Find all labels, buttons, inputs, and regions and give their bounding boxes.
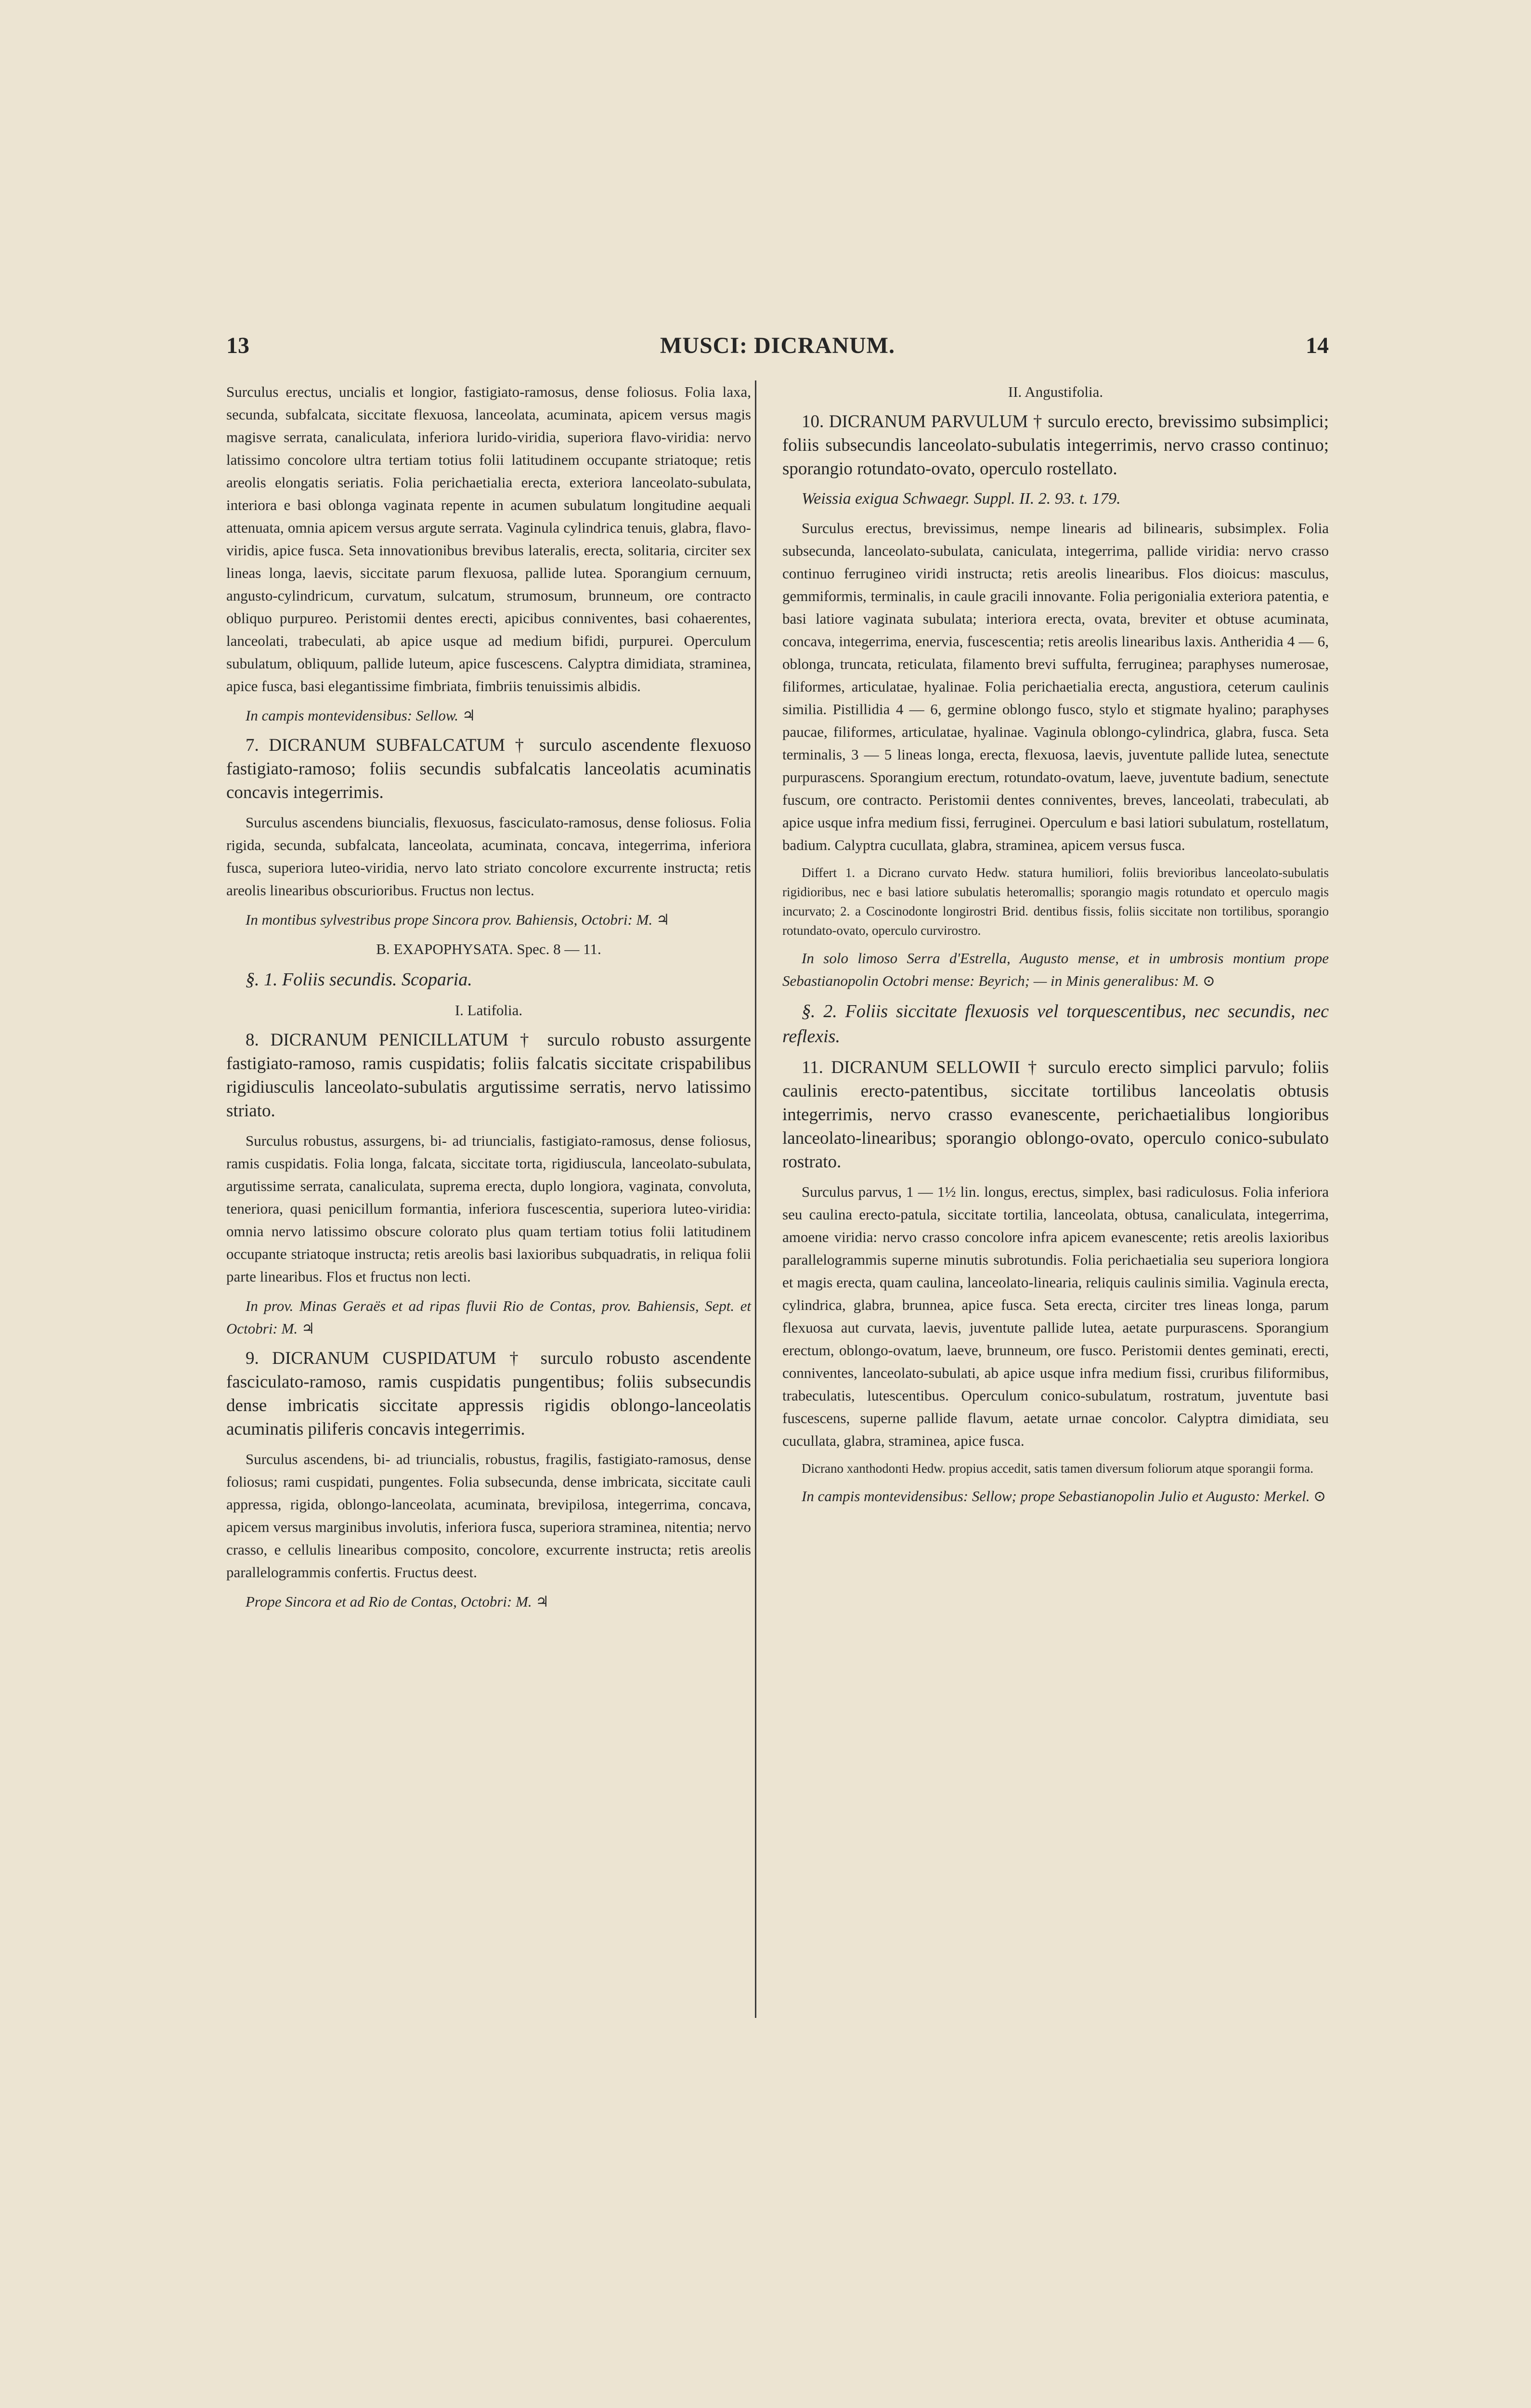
description-paragraph: Surculus ascendens biuncialis, flexuosus, fasciculato-ramosus, dense foliosus. Folia rigida, secunda, subfalcata, lanceolata, acuminata, concava, integerrima, inferiora fusca, superiora luteo-viridia, nervo lato striato concolore excurrente instructa; retis areolis linearibus obscurioribus. Fructus non lectus.: [226, 814, 751, 899]
page-number-left: 13: [226, 333, 249, 358]
description-paragraph: Surculus ascendens, bi- ad triuncialis, robustus, fragilis, fastigiato-ramosus, dense foliosus; rami cuspidati, pungentes. Folia subsecunda, dense imbricata, siccitate cauli appressa, rigida, oblongo-lanceolata, acuminata, brevipilosa, integerrima, concava, apicem versus marginibus involutis, inferiora fusca, superiora straminea, nitentia; nervo crasso, e cellulis linearibus composito, concolore, excurrente instructa; retis areolis parallelogrammis confertis. Fructus deest.: [226, 1451, 751, 1581]
description-paragraph: Surculus robustus, assurgens, bi- ad triuncialis, fastigiato-ramosus, dense foliosus, ramis cuspidatis. Folia longa, falcata, siccitate torta, rigidiuscula, lanceolato-subulata, argutissime serrata, canaliculata, suprema erecta, duplo longiora, vaginata, convoluta, teneriora, quasi penicillum formantia, inferiora fuscescentia, superiora luteo-viridia: omnia nervo latissimo obscure colorato plus quam tertiam totius folii latitudinem occupante striatoque instructa; retis areolis basi laxioribus subquadratis, in reliqua folii parte linearibus. Flos et fructus non lecti.: [226, 1132, 751, 1285]
locality: In prov. Minas Geraës et ad ripas fluvii Rio de Contas, prov. Bahiensis, Sept. et Octobri: M. ♃: [226, 1297, 751, 1337]
description-paragraph: Surculus parvus, 1 — 1½ lin. longus, erectus, simplex, basi radiculosus. Folia inferiora seu caulina erecto-patula, siccitate tortilia, lanceolata, obtusa, canaliculata, integerrima, amoene viridia: nervo crasso concolore infra apicem evanescente; retis areolis laxioribus parallelogrammis superne minutis subrotundis. Folia perichaetialia seu superiora longiora et magis erecta, quam caulina, lanceolato-linearia, reliquis caulinis similia. Vaginula erecta, cylindrica, glabra, brunnea, apice fusca. Seta erecta, circiter tres lineas longa, parum flexuosa aut curvata, laevis, juventute pallide lutea, aetate purpurascens. Sporangium erectum, oblongo-ovatum, laeve, brunneum, ore fusco. Peristomii dentes geminati, erecti, conniventes, lanceolato-subulati, ab apice usque infra medium fissi, cruribus filiformibus, trabeculatis, lutescentibus. Operculum conico-subulatum, rostratum, juventute basi fuscescens, superne pallide flavum, aetate urnae concolor. Calyptra dimidiata, seu cucullata, glabra, straminea, apice fusca.: [782, 1183, 1329, 1449]
locality: In solo limoso Serra d'Estrella, Augusto mense, et in umbrosis montium prope Sebastianopolin Octobri mense: Beyrich; — in Minis generalibus: M. ⊙: [782, 950, 1329, 989]
column-divider: [755, 380, 756, 2018]
subsection-heading: II. Angustifolia.: [1008, 383, 1103, 400]
section-heading: §. 1. Foliis secundis. Scoparia.: [246, 969, 472, 990]
description-paragraph: Surculus erectus, brevissimus, nempe linearis ad bilinearis, subsimplex. Folia subsecunda, lanceolato-subulata, caniculata, integerrima, pallide viridia: nervo crasso continuo ferrugineo viridi instructa; retis areolis linearibus. Flos dioicus: masculus, gemmiformis, terminalis, in caule gracili innovante. Folia perigonialia exteriora patentia, e basi latiore vaginata subulata; interiora erecta, ovata, breviter et obtuse acuminata, concava, integerrima, enervia, fuscescentia; retis areolis linearibus laxis. Antheridia 4 — 6, oblonga, truncata, reticulata, filamento brevi suffulta, ferruginea; paraphyses numerosae, filiformes, articulatae, hyalinae. Folia perichaetialia erecta, angustiora, ceterum caulinis similia. Pistillidia 4 — 6, germine oblongo fusco, stylo et stigmate hyalino; paraphyses paucae, filiformes, articulatae, hyalinae. Vaginula oblongo-cylindrica, glabra, fusca. Seta terminalis, 3 — 5 lineas longa, erecta, flexuosa, laevis, juventute pallide lutea, senectute purpurascens. Sporangium erectum, rotundato-ovatum, laeve, juventute badium, senectute fuscum, ore contracto. Peristomii dentes conniventes, breves, lanceolati, trabeculati, ab apice usque infra medium fissi, ferruginei. Operculum e basi latiori subulatum, rostellatum, badium. Calyptra cucullata, glabra, straminea, apicem versus fusca.: [782, 520, 1329, 853]
locality: Prope Sincora et ad Rio de Contas, Octobri: M. ♃: [246, 1593, 549, 1610]
species-heading: 9. DICRANUM CUSPIDATUM † surculo robusto ascendente fasciculato-ramoso, ramis cuspidatis pungentibus; foliis subsecundis dense imbricatis siccitate appressis rigidis oblongo-lanceolatis acuminatis piliferis concavis integerrimis.: [226, 1348, 751, 1439]
differentia-note: Dicrano xanthodonti Hedw. propius accedit, satis tamen diversum foliorum atque sporangii forma.: [802, 1461, 1313, 1476]
locality: In montibus sylvestribus prope Sincora prov. Bahiensis, Octobri: M. ♃: [246, 911, 670, 928]
description-paragraph: Surculus erectus, uncialis et longior, fastigiato-ramosus, dense foliosus. Folia laxa, secunda, subfalcata, siccitate flexuosa, lanceolata, acuminata, apicem versus magis magisve serrata, canaliculata, inferiora lurido-viridia, superiora flavo-viridia: nervo latissimo concolore ultra tertiam totius folii latitudinem occupante striatoque; retis areolis elongatis seriatis. Folia perichaetialia erecta, exteriora lanceolato-subulata, interiora e basi oblonga vaginata repente in acumen subulatum longitudine aequali attenuata, omnia apicem versus argute serrata. Vaginula cylindrica tenuis, glabra, flavo-viridis, apice fusca. Seta innovationibus brevibus lateralis, erecta, solitaria, circiter sex lineas longa, laevis, siccitate parum flexuosa, pallide lutea. Sporangium cernuum, angusto-cylindricum, curvatum, sulcatum, strumosum, brunneum, ore contracto obliquo purpureo. Peristomii dentes erecti, apicibus conniventes, basi cohaerentes, lanceolati, trabeculati, ab apice usque ad medium bifidi, purpurei. Operculum subulatum, obliquum, pallide luteum, apice fuscescens. Calyptra dimidiata, straminea, apice fusca, basi elegantissime fimbriata, fimbriis tenuissimis albidis.: [226, 383, 751, 694]
synonym: Weissia exigua Schwaegr. Suppl. II. 2. 93. t. 179.: [802, 490, 1121, 508]
species-heading: 8. DICRANUM PENICILLATUM † surculo robusto assurgente fastigiato-ramoso, ramis cuspidatis; foliis falcatis siccitate crispabilibus rigidiusculis lanceolato-subulatis argutissime serratis, nervo latissimo striato.: [226, 1030, 751, 1121]
species-heading: 7. DICRANUM SUBFALCATUM † surculo ascendente flexuoso fastigiato-ramoso; foliis secundis subfalcatis lanceolatis acuminatis concavis integerrimis.: [226, 735, 751, 802]
locality: In campis montevidensibus: Sellow; prope Sebastianopolin Julio et Augusto: Merkel. ⊙: [802, 1488, 1326, 1505]
species-heading: 11. DICRANUM SELLOWII † surculo erecto simplici parvulo; foliis caulinis erecto-patentibus, siccitate tortilibus lanceolatis obtusis integerrimis, nervo crasso evanescente, perichaetialibus longioribus lanceolato-linearibus; sporangio oblongo-ovato, operculo conico-subulato rostrato.: [782, 1058, 1329, 1172]
group-heading: B. EXAPOPHYSATA. Spec. 8 — 11.: [376, 941, 601, 957]
species-heading: 10. DICRANUM PARVULUM † surculo erecto, brevissimo subsimplici; foliis subsecundis lanceolato-subulatis integerrimis, nervo crasso continuo; sporangio rotundato-ovato, operculo rostellato.: [782, 412, 1329, 479]
page-number-right: 14: [1306, 333, 1329, 358]
left-column: [226, 380, 751, 1620]
page-header: [226, 332, 1329, 371]
section-heading: §. 2. Foliis siccitate flexuosis vel torquescentibus, nec secundis, nec reflexis.: [782, 1001, 1329, 1047]
locality: In campis montevidensibus: Sellow. ♃: [246, 707, 476, 724]
running-title: MUSCI: DICRANUM.: [660, 333, 895, 358]
right-column: [782, 380, 1329, 1514]
differentia-note: Differt 1. a Dicrano curvato Hedw. statura humiliori, foliis brevioribus lanceolato-subulatis rigidioribus, nec e basi latiore subulatis heteromallis; sporangio magis rotundato et operculo magis incurvato; 2. a Coscinodonte longirostri Brid. dentibus fissis, foliis siccitate non tortilibus, sporangio rotundato-ovato, operculo curvirostro.: [782, 865, 1329, 938]
subsection-heading: I. Latifolia.: [454, 1002, 523, 1019]
